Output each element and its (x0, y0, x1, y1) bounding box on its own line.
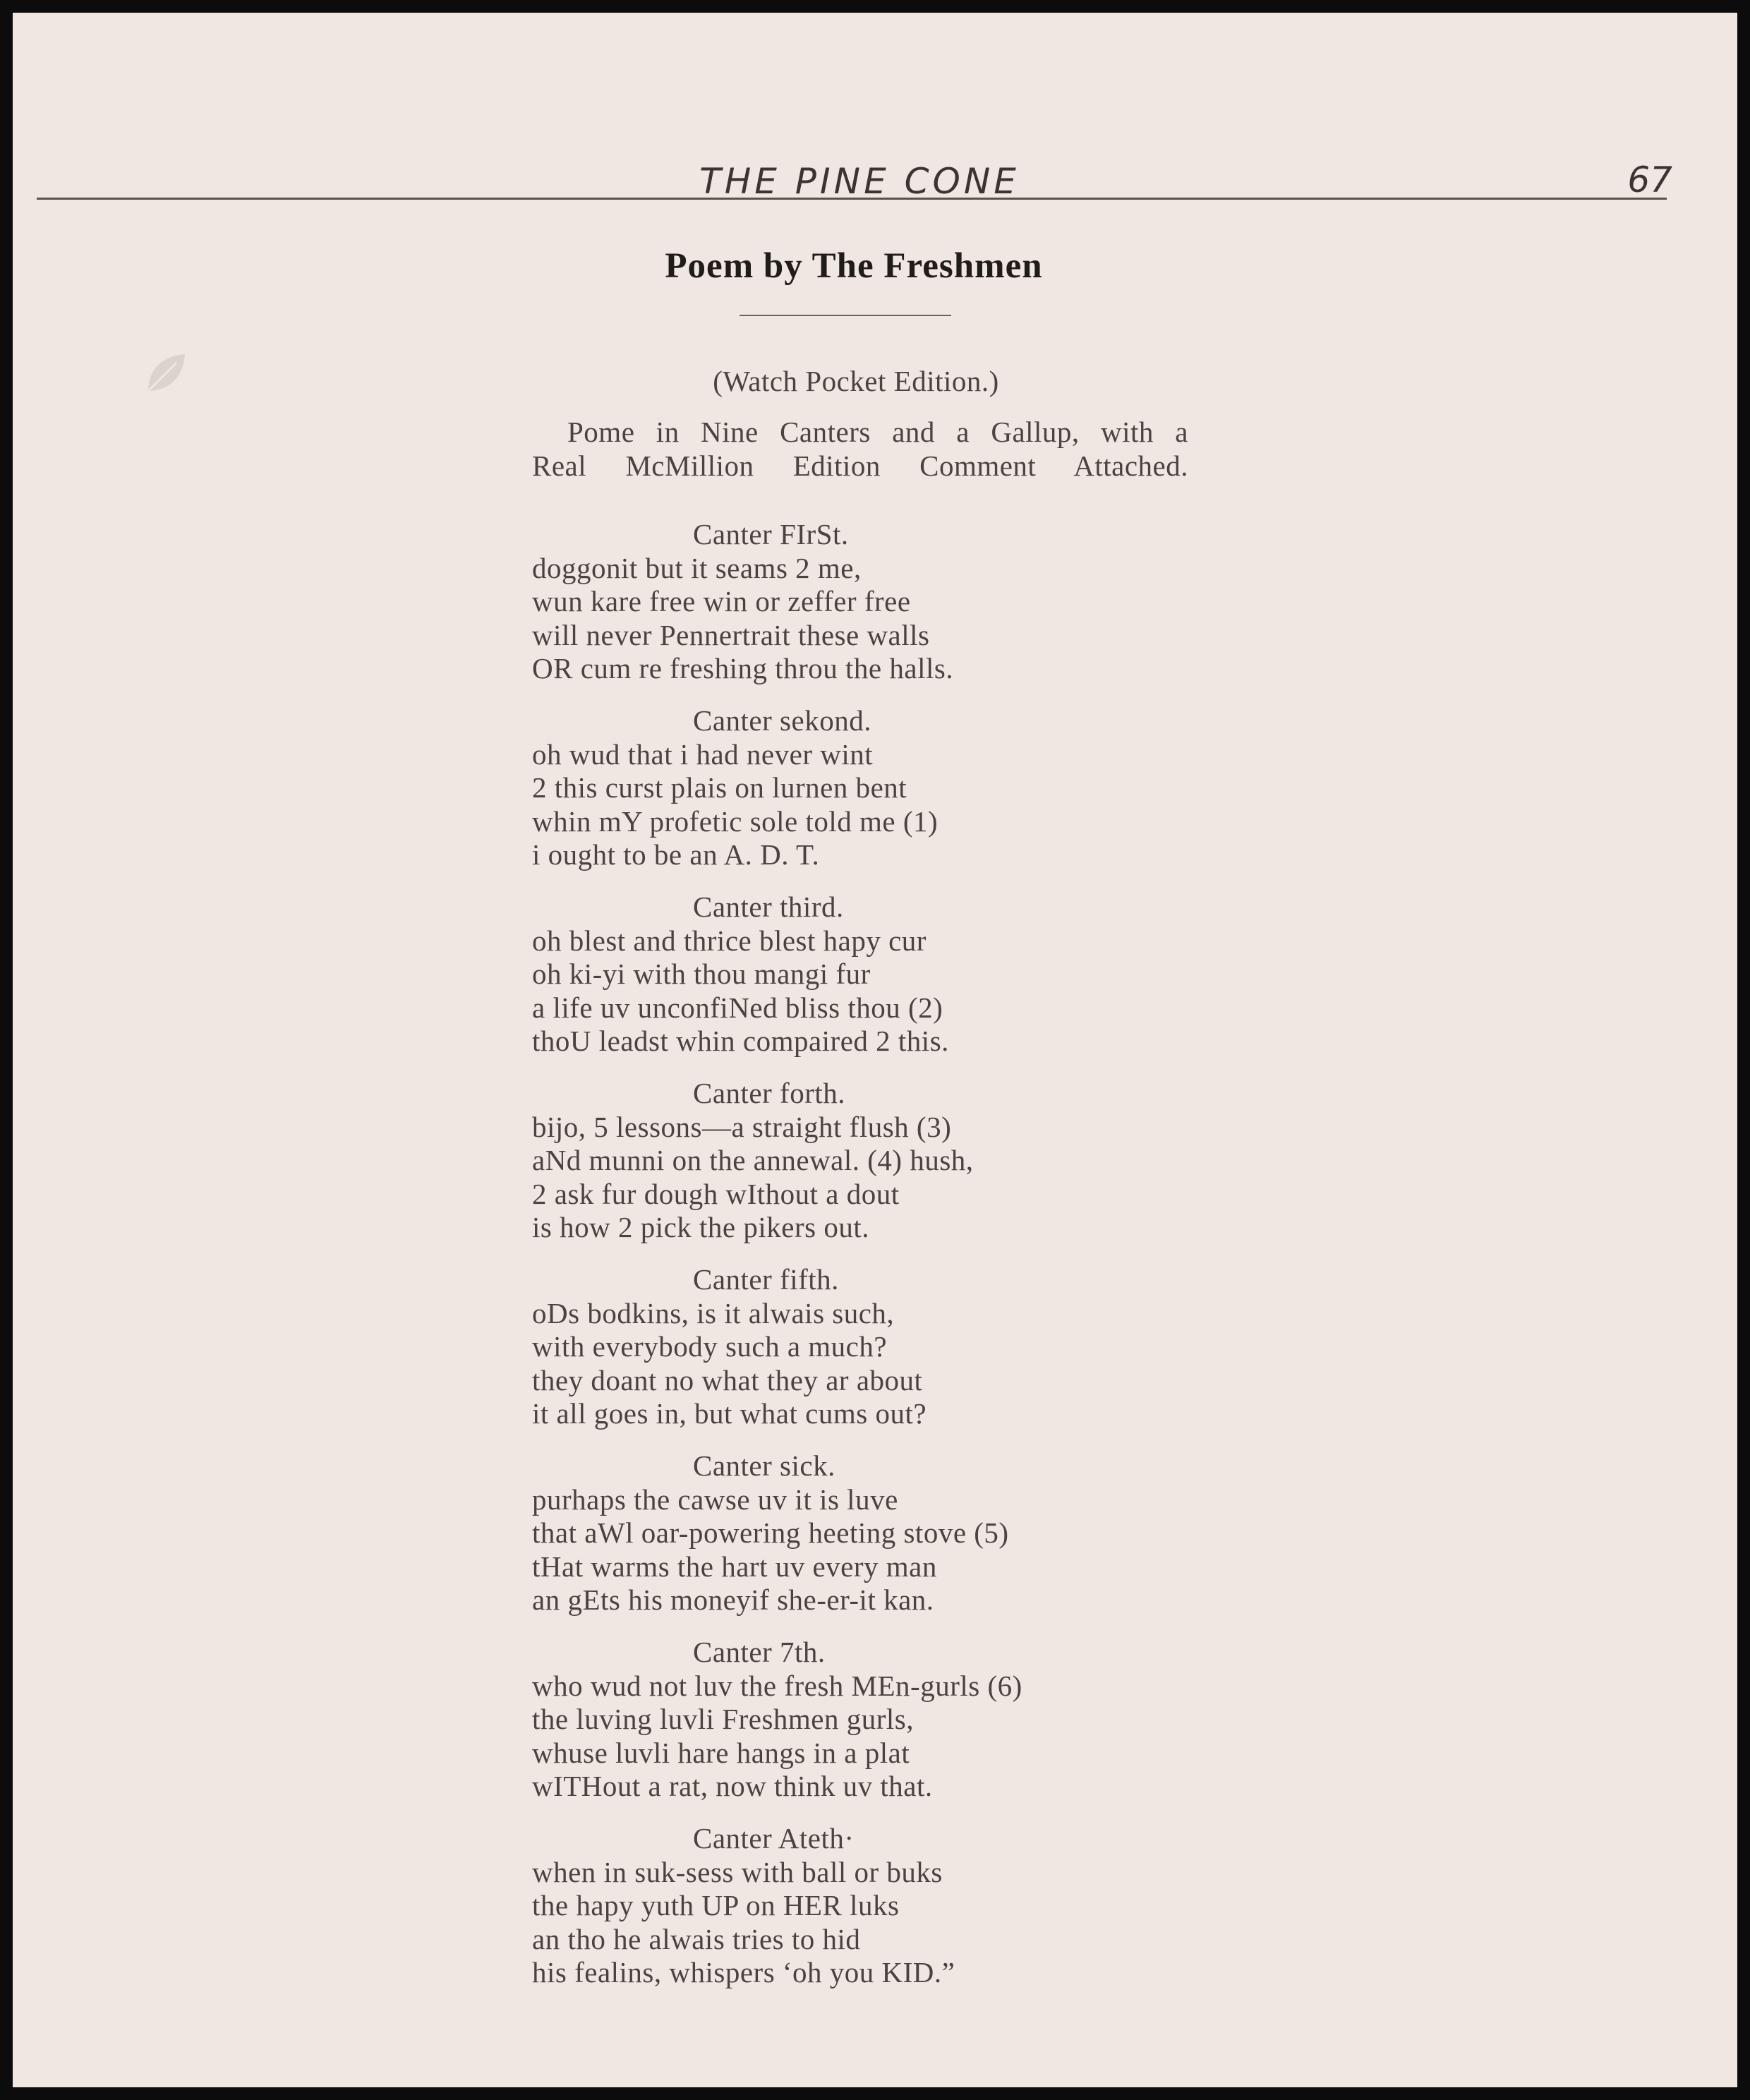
verse-line: doggonit but it seams 2 me, (532, 551, 862, 584)
verse-line: will never Pennertrait these walls (532, 618, 930, 651)
verse-line: an tho he alwais tries to hid (532, 1922, 861, 1955)
canto-heading: Canter forth. (693, 1077, 845, 1109)
canto-6 (532, 1449, 1181, 1617)
verse-line: who wud not luv the fresh MEn-gurls (6) (532, 1669, 1022, 1702)
verse-line: an gEts his moneyif she-er-it kan. (532, 1583, 934, 1616)
verse-line: when in suk-sess with ball or buks (532, 1855, 943, 1888)
poem-title: Poem by The Freshmen (665, 246, 1043, 286)
canto-heading: Canter fifth. (693, 1263, 839, 1296)
verse-line: purhaps the cawse uv it is luve (532, 1483, 898, 1516)
running-header-title: THE PINE CONE (699, 161, 1020, 202)
canto-5 (532, 1263, 1181, 1431)
verse-line: 2 this curst plais on lurnen bent (532, 771, 907, 804)
canto-heading: Canter sick. (693, 1449, 835, 1482)
verse-line: whin mY profetic sole told me (1) (532, 804, 939, 838)
page-number: 67 (1627, 159, 1672, 200)
verse-line: his fealins, whispers ‘oh you KID.” (532, 1956, 955, 1989)
verse-line: a life uv unconfiNed bliss thou (2) (532, 991, 943, 1024)
verse-line: 2 ask fur dough wIthout a dout (532, 1177, 900, 1210)
verse-line: oDs bodkins, is it alwais such, (532, 1296, 895, 1329)
verse-line: is how 2 pick the pikers out. (532, 1211, 869, 1243)
verse-line: oh wud that i had never wint (532, 737, 874, 771)
verse-line: thoU leadst whin compaired 2 this. (532, 1025, 949, 1057)
verse-line: i ought to be an A. D. T. (532, 838, 820, 871)
title-divider (740, 315, 951, 316)
verse-line: oh ki-yi with thou mangi fur (532, 958, 871, 990)
verse-line: oh blest and thrice blest hapy cur (532, 924, 927, 957)
intro-line: Real McMillion Edition Comment Attached. (532, 449, 1188, 482)
canto-4 (532, 1077, 1181, 1245)
verse-line: wun kare free win or zeffer free (532, 585, 911, 617)
canto-heading: Canter FIrSt. (693, 518, 849, 550)
verse-line: wITHout a rat, now think uv that. (532, 1770, 933, 1802)
canto-heading: Canter 7th. (693, 1636, 826, 1668)
canto-heading: Canter Ateth· (693, 1822, 855, 1854)
verse-line: the hapy yuth UP on HER luks (532, 1889, 900, 1921)
verse-line: with everybody such a much? (532, 1330, 888, 1363)
intro-line: Pome in Nine Canters and a Gallup, with a (567, 416, 1188, 448)
poem-subtitle: (Watch Pocket Edition.) (713, 365, 999, 397)
canto-8 (532, 1822, 1181, 1990)
canto-2 (532, 704, 1181, 872)
verse-line: it all goes in, but what cums out? (532, 1397, 927, 1430)
verse-line: aNd munni on the annewal. (4) hush, (532, 1144, 974, 1176)
verse-line: bijo, 5 lessons—a straight flush (3) (532, 1110, 952, 1143)
canto-3 (532, 891, 1181, 1058)
canto-heading: Canter third. (693, 891, 844, 923)
verse-line: whuse luvli hare hangs in a plat (532, 1736, 910, 1769)
verse-line: the luving luvli Freshmen gurls, (532, 1703, 914, 1735)
verse-line: tHat warms the hart uv every man (532, 1550, 937, 1583)
verse-line: they doant no what they ar about (532, 1363, 923, 1396)
verse-line: OR cum re freshing throu the halls. (532, 652, 954, 684)
book-page (13, 13, 1737, 2087)
canto-heading: Canter sekond. (693, 704, 871, 737)
canto-7 (532, 1636, 1181, 1804)
poem-intro (532, 415, 1188, 483)
header-rule (37, 198, 1667, 200)
canto-1 (532, 518, 1181, 686)
verse-line: that aWl oar-powering heeting stove (5) (532, 1516, 1009, 1549)
